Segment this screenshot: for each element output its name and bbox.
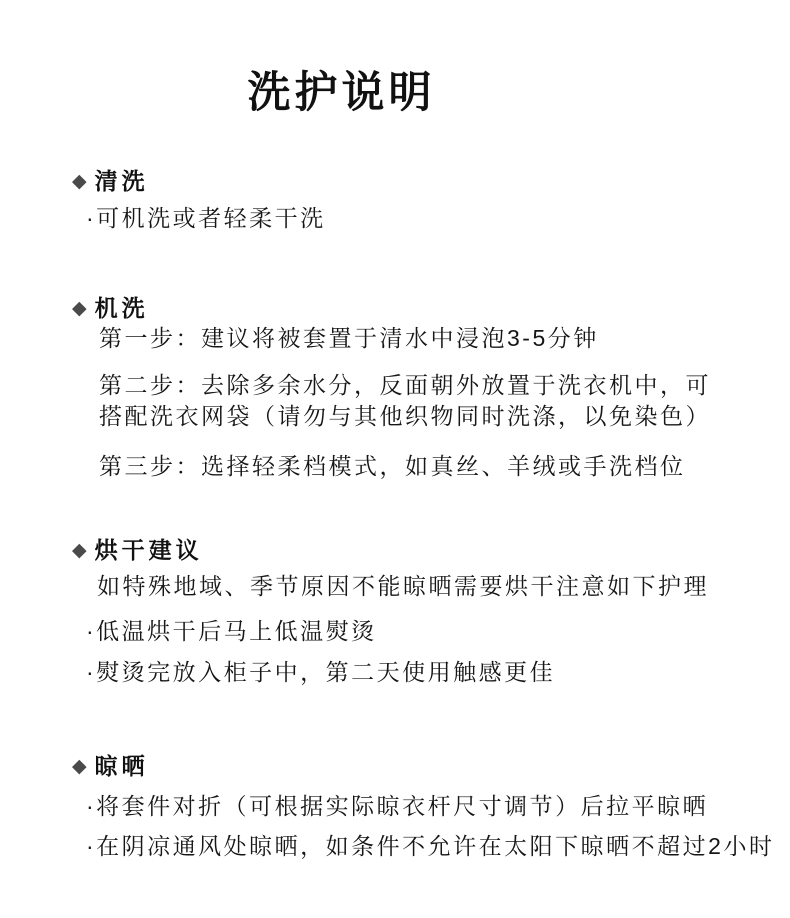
washing-note-text: 可机洗或者轻柔干洗	[96, 205, 326, 231]
drying-intro: 如特殊地域、季节原因不能晾晒需要烘干注意如下护理	[97, 573, 709, 599]
section-drying-advice-heading	[0, 535, 790, 565]
air-dry-note-1	[0, 791, 790, 821]
page-title: 洗护说明	[247, 69, 436, 117]
dot-bullet: ·	[86, 793, 97, 819]
washing-note	[0, 203, 790, 233]
section-air-dry-heading	[0, 751, 790, 781]
section-heading-label: 机洗	[94, 295, 149, 321]
section-air-dry	[0, 751, 790, 861]
section-machine-wash	[0, 293, 790, 481]
dot-bullet: ·	[86, 833, 97, 859]
drying-note-1	[0, 616, 790, 646]
dot-bullet: ·	[86, 659, 97, 685]
air-dry-note-2	[0, 831, 790, 861]
section-washing-heading	[0, 166, 790, 196]
dot-bullet: ·	[86, 618, 97, 644]
section-heading-label: 晾晒	[94, 753, 149, 779]
section-heading-label: 烘干建议	[94, 537, 203, 563]
dot-bullet: ·	[86, 205, 97, 231]
section-washing	[0, 166, 790, 233]
diamond-bullet-icon: ◆	[72, 539, 87, 561]
air-dry-note-2-text: 在阴凉通风处晾晒，如条件不允许在太阳下晾晒不超过2小时	[96, 833, 775, 859]
machine-wash-step-3: 第三步：选择轻柔档模式，如真丝、羊绒或手洗档位	[99, 453, 686, 479]
drying-note-2-text: 熨烫完放入柜子中，第二天使用触感更佳	[96, 659, 556, 685]
drying-note-2	[0, 657, 790, 687]
section-machine-wash-heading	[0, 293, 790, 323]
diamond-bullet-icon: ◆	[72, 170, 87, 192]
machine-wash-step-2: 第二步：去除多余水分，反面朝外放置于洗衣机中，可搭配洗衣网袋（请勿与其他织物同时洗涤，以免染色）	[99, 372, 711, 429]
section-drying-advice	[0, 535, 790, 687]
drying-note-1-text: 低温烘干后马上低温熨烫	[96, 618, 377, 644]
diamond-bullet-icon: ◆	[72, 755, 87, 777]
diamond-bullet-icon: ◆	[72, 297, 87, 319]
machine-wash-step-1: 第一步：建议将被套置于清水中浸泡3-5分钟	[99, 325, 599, 351]
air-dry-note-1-text: 将套件对折（可根据实际晾衣杆尺寸调节）后拉平晾晒	[96, 793, 709, 819]
section-heading-label: 清洗	[94, 168, 149, 194]
